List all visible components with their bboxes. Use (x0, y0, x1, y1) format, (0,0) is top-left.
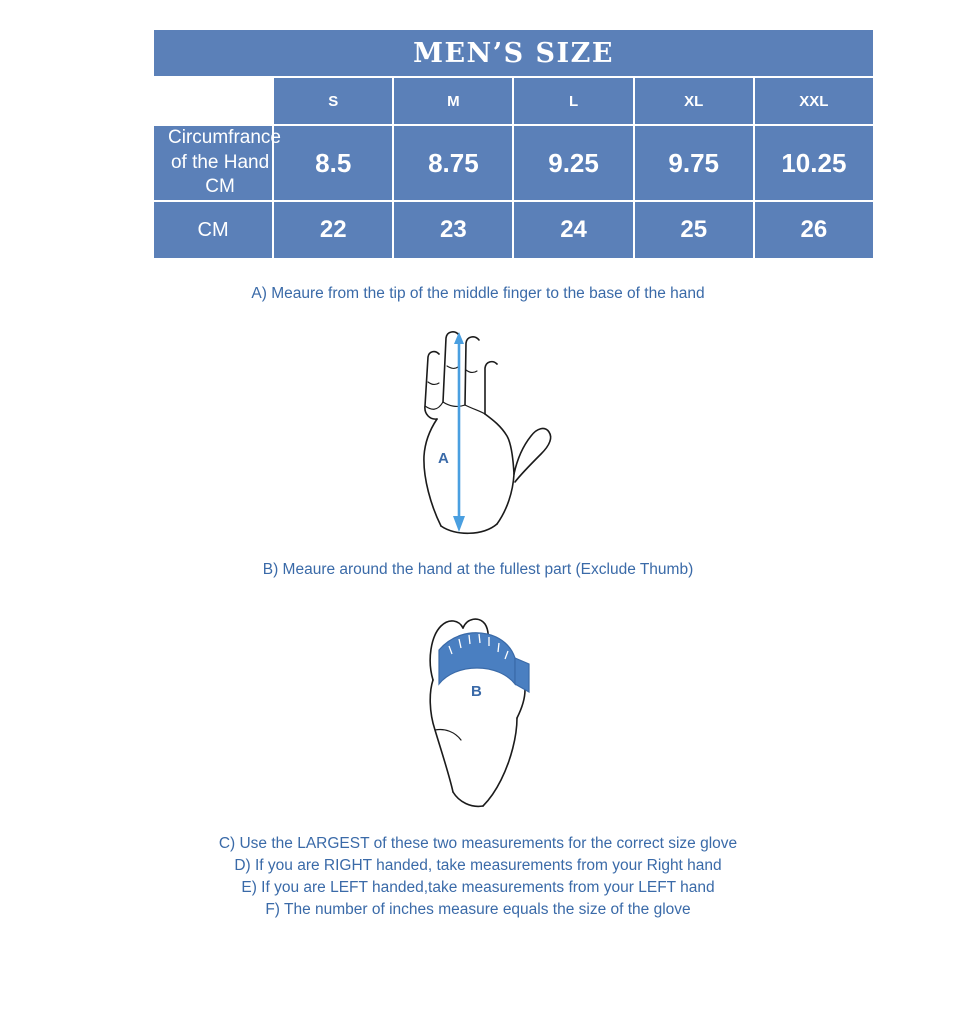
column-header-l: L (514, 78, 632, 124)
figure-hand-circumference (397, 588, 557, 823)
size-table (152, 28, 875, 260)
table-header-row (154, 78, 873, 124)
column-header-s: S (274, 78, 392, 124)
caption-b: B) Meaure around the hand at the fullest part (Exclude Thumb) (262, 561, 694, 578)
table-title-row (154, 30, 873, 76)
hand-circumference-illustration (397, 588, 557, 823)
cell-circumference-xl: 9.75 (635, 126, 753, 200)
cell-circumference-m: 8.75 (394, 126, 512, 200)
cell-cm-s: 22 (274, 202, 392, 258)
cell-circumference-s: 8.5 (274, 126, 392, 200)
figure-b-letter: B (471, 683, 482, 700)
cell-cm-xxl: 26 (755, 202, 873, 258)
cell-circumference-l: 9.25 (514, 126, 632, 200)
footnotes (0, 833, 956, 921)
footnote-c: C) Use the LARGEST of these two measurements for the correct size glove (218, 835, 738, 852)
table-row (154, 202, 873, 258)
footnote-f: F) The number of inches measure equals the size of the glove (265, 901, 691, 918)
footnote-d: D) If you are RIGHT handed, take measurements from your Right hand (234, 857, 722, 874)
table-title: MEN’S SIZE (154, 30, 873, 76)
cell-circumference-xxl: 10.25 (755, 126, 873, 200)
measuring-tape-icon (439, 633, 529, 692)
column-header-xxl: XXL (755, 78, 873, 124)
column-header-m: M (394, 78, 512, 124)
caption-a: A) Meaure from the tip of the middle finger to the base of the hand (251, 285, 705, 302)
row-label-circumference: Circumfrance of the Hand CM (154, 126, 272, 200)
figure-a-letter: A (438, 450, 449, 467)
row-label-cm: CM (154, 202, 272, 258)
header-corner-blank (154, 78, 272, 124)
column-header-xl: XL (635, 78, 753, 124)
size-table-container (152, 28, 875, 260)
footnote-e: E) If you are LEFT handed,take measurements from your LEFT hand (241, 879, 715, 896)
cell-cm-xl: 25 (635, 202, 753, 258)
cell-cm-m: 23 (394, 202, 512, 258)
length-arrow-icon (453, 332, 465, 532)
hand-length-illustration (397, 310, 557, 550)
figure-hand-length (397, 310, 557, 550)
cell-cm-l: 24 (514, 202, 632, 258)
table-row (154, 126, 873, 200)
